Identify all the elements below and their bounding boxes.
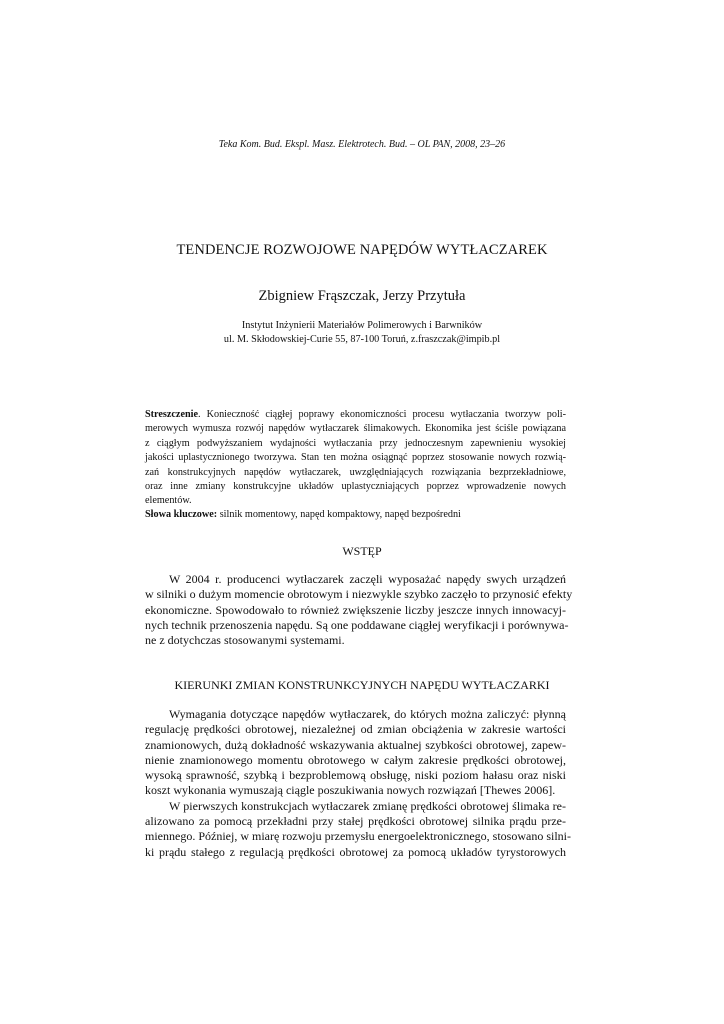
affiliation-institute: Instytut Inżynierii Materiałów Polimerowych i Barwników [241,320,483,331]
abstract [145,408,566,509]
body-line: ekonomiczne. Spowodowało to również zwiększenie liczby jeszcze innych innowacyj- [145,602,566,617]
body-line: miennego. Później, w miarę rozwoju przemysłu energoelektronicznego, stosowano silni- [145,829,571,844]
section-directions-body [145,707,571,860]
abstract-line: Streszczenie. Konieczność ciągłej poprawy ekonomiczności procesu wytłaczania tworzyw poli- [145,409,566,420]
section-heading-directions: KIERUNKI ZMIAN KONSTRUNKCYJNYCH NAPĘDU WYTŁACZARKI [174,678,550,692]
paper-title: TENDENCJE ROZWOJOWE NAPĘDÓW WYTŁACZAREK [176,242,548,258]
keywords-text: silnik momentowy, napęd kompaktowy, napęd bezpośredni [217,509,461,520]
abstract-line: zań konstrukcyjnych napędów wytłaczarek, uwzględniających rozwiązania bezprzekładniowe, [145,466,566,478]
body-line: ki prądu stałego z regulacją prędkości obrotowej za pomocą układów tyrystorowych [145,844,566,859]
abstract-line: elementów. [145,495,192,507]
section-intro-body [145,572,573,648]
body-line: alizowano za pomocą przekładni przy stałej prędkości obrotowej silnika prądu prze- [145,814,566,829]
abstract-line: z ciągłym podwyższaniem wydajności wytłaczania przy jednoczesnym zapewnieniu wysokiej [145,437,566,449]
abstract-line: jakości uplastycznionego tworzywa. Stan ten można osiągnąć poprzez stosowanie nowych rozwią- [145,452,566,464]
abstract-line: merowych wymusza rozwój napędów wytłaczarek ślimakowych. Ekonomika jest ściśle powiązana [145,423,566,435]
keywords [145,508,566,522]
body-line: w silniki o dużym momencie obrotowym i niezwykle szybko zaczęło to przynosić efekty [145,587,573,602]
body-line: W pierwszych konstrukcjach wytłaczarek zmianę prędkości obrotowej ślimaka re- [169,798,566,813]
abstract-label: Streszczenie [145,409,198,420]
body-line: koszt wykonania wymuszają ciągle poszukiwania nowych rozwiązań [Thewes 2006]. [145,783,556,798]
affiliation-address: ul. M. Skłodowskiej-Curie 55, 87-100 Toruń, z.fraszczak@impib.pl [223,334,501,345]
abstract-line: oraz inne zmiany konstrukcyjne układów uplastyczniających poprzez wprowadzenie nowych [145,480,566,492]
body-line: ne z dotychczas stosowanymi systemami. [145,633,345,648]
body-line: W 2004 r. producenci wytłaczarek zaczęli wyposażać napędy swych urządzeń [169,572,566,586]
body-line: znamionowych, dużą dokładność wskazywania aktualnej szybkości obrotowej, zapew- [145,737,566,752]
journal-citation: Teka Kom. Bud. Ekspl. Masz. Elektrotech. Bud. – OL PAN, 2008, 23–26 [218,139,506,150]
section-heading-intro: WSTĘP [342,544,382,558]
body-line: nych technik przenoszenia napędu. Są one poddawane ciągłej weryfikacji i porównywa- [145,617,569,632]
affiliation [0,319,724,347]
keywords-label: Słowa kluczowe: [145,509,218,520]
body-line: nienie znamionowego momentu obrotowego w całym zakresie prędkości obrotowej, [145,752,566,767]
body-line: regulację prędkości obrotowej, niezależnej od zmian obciążenia w zakresie wartości [145,722,566,737]
paper-authors: Zbigniew Frąszczak, Jerzy Przytuła [258,288,466,304]
body-line: wysoką sprawność, szybką i bezproblemową obsługę, niski poziom hałasu oraz niski [145,768,566,783]
body-line: Wymagania dotyczące napędów wytłaczarek, do których można zaliczyć: płynną [169,707,566,721]
